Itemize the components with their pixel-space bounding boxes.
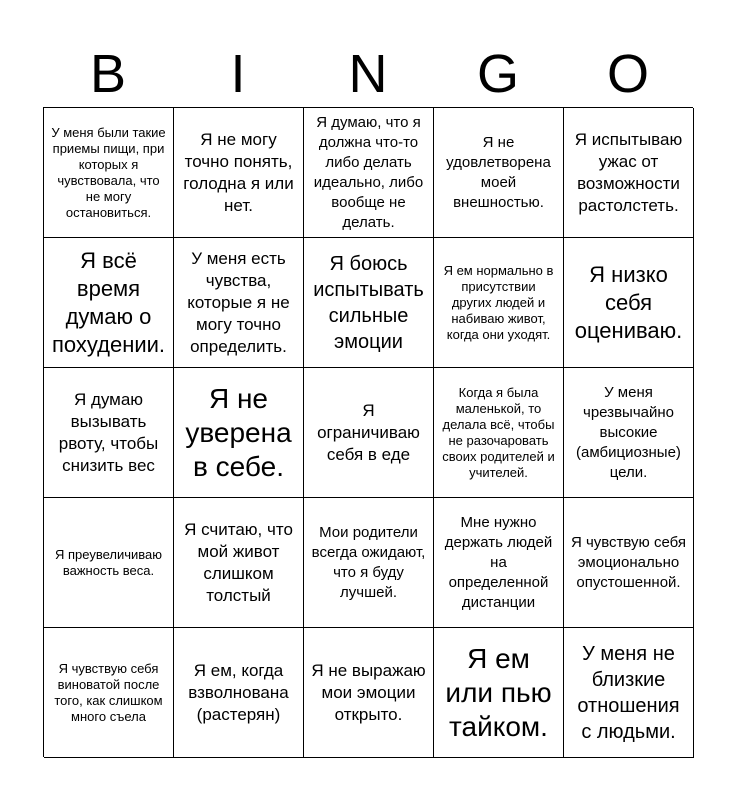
bingo-cell-r5-c4[interactable]	[434, 628, 564, 758]
header-letter-n: N	[348, 44, 388, 104]
header-letter-g: G	[476, 44, 519, 104]
bingo-cell-r4-c3[interactable]	[304, 498, 434, 628]
bingo-cell-r5-c3[interactable]	[304, 628, 434, 758]
bingo-cell-text: У меня были такие приемы пищи, при которых я чувствовала, что не могу остановиться.	[51, 124, 166, 220]
bingo-cell-r3-c3[interactable]	[304, 368, 434, 498]
bingo-cell-text: Я ем, когда взволнована (растерян)	[188, 660, 289, 724]
bingo-cell-text: У меня не близкие отношения с людьми.	[577, 642, 680, 743]
bingo-cell-r3-c2[interactable]	[174, 368, 304, 498]
header-letter-b: B	[89, 44, 127, 104]
bingo-cell-r1-c1[interactable]	[44, 108, 174, 238]
bingo-cell-r2-c3[interactable]	[304, 238, 434, 368]
bingo-cell-text: Я думаю вызывать рвоту, чтобы снизить вес	[58, 389, 159, 475]
bingo-cell-text: Я ограничиваю себя в еде	[317, 400, 420, 464]
bingo-cell-text: Мои родители всегда ожидают, что я буду лучшей.	[311, 523, 426, 601]
bingo-cell-r3-c4[interactable]	[434, 368, 564, 498]
header-letter-o: O	[606, 44, 649, 104]
bingo-cell-r2-c2[interactable]	[174, 238, 304, 368]
bingo-cell-r2-c5[interactable]	[564, 238, 694, 368]
bingo-cell-r4-c4[interactable]	[434, 498, 564, 628]
bingo-cell-r2-c4[interactable]	[434, 238, 564, 368]
bingo-cell-text: Я считаю, что мой живот слишком толстый	[184, 519, 293, 605]
bingo-cell-text: Я боюсь испытывать сильные эмоции	[313, 252, 424, 353]
bingo-cell-text: Я не могу точно понять, голодна я или нет.	[183, 129, 294, 215]
bingo-cell-r3-c5[interactable]	[564, 368, 694, 498]
bingo-grid	[43, 107, 693, 757]
bingo-cell-text: Я преувеличиваю важность веса.	[54, 546, 163, 578]
bingo-cell-text: Когда я была маленькой, то делала всё, чтобы не разочаровать своих родителей и учителей.	[442, 384, 555, 480]
bingo-cell-r1-c5[interactable]	[564, 108, 694, 238]
bingo-cell-r5-c2[interactable]	[174, 628, 304, 758]
bingo-cell-text: Я всё время думаю о похудении.	[51, 247, 166, 357]
bingo-cell-r1-c4[interactable]	[434, 108, 564, 238]
bingo-cell-text: У меня есть чувства, которые я не могу точно определить.	[187, 248, 290, 356]
bingo-cell-r1-c2[interactable]	[174, 108, 304, 238]
bingo-cell-text: Я не выражаю мои эмоции открыто.	[311, 660, 426, 724]
bingo-cell-r4-c1[interactable]	[44, 498, 174, 628]
bingo-cell-text: Я не уверена в себе.	[185, 382, 292, 482]
bingo-cell-text: Я низко себя оцениваю.	[574, 261, 683, 343]
bingo-cell-text: Я ем или пью тайком.	[445, 642, 552, 742]
bingo-cell-r3-c1[interactable]	[44, 368, 174, 498]
bingo-cell-text: У меня чрезвычайно высокие (амбициозные) цели.	[576, 383, 681, 481]
bingo-cell-text: Я не удовлетворена моей внешностью.	[446, 133, 551, 211]
bingo-cell-text: Я испытываю ужас от возможности растолстеть.	[574, 129, 683, 215]
bingo-cell-r1-c3[interactable]	[304, 108, 434, 238]
header-letter-i: I	[230, 44, 246, 104]
bingo-cell-text: Я думаю, что я должна что-то либо делать идеально, либо вообще не делать.	[313, 113, 424, 231]
bingo-cell-r4-c2[interactable]	[174, 498, 304, 628]
bingo-header	[43, 40, 693, 108]
bingo-cell-r4-c5[interactable]	[564, 498, 694, 628]
bingo-cell-r2-c1[interactable]	[44, 238, 174, 368]
bingo-cell-r5-c1[interactable]	[44, 628, 174, 758]
bingo-cell-text: Мне нужно держать людей на определенной дистанции	[444, 513, 553, 611]
bingo-cell-text: Я чувствую себя эмоционально опустошенной.	[570, 533, 687, 591]
bingo-cell-text: Я ем нормально в присутствии других людей и набиваю живот, когда они уходят.	[443, 262, 554, 342]
bingo-cell-text: Я чувствую себя виноватой после того, как слишком много съела	[54, 660, 163, 724]
bingo-cell-r5-c5[interactable]	[564, 628, 694, 758]
